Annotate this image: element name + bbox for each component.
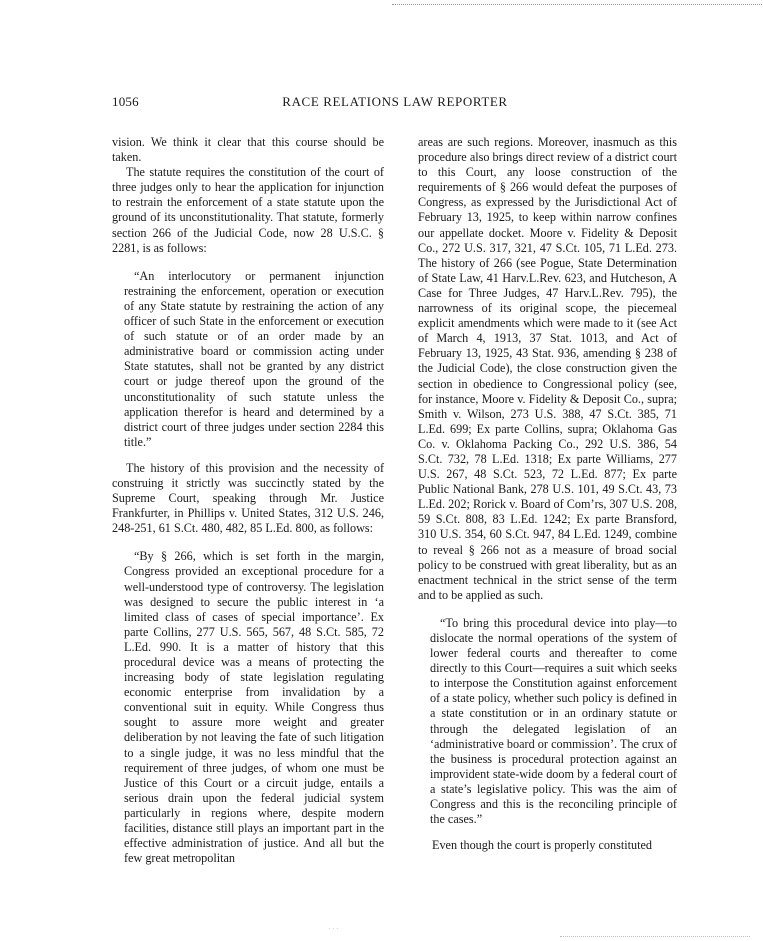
page-number: 1056 bbox=[112, 94, 139, 109]
block-quote-procedural-device: “To bring this procedural device into play—to dislocate the normal operations of the system of lower federal courts and thereafter to come directly to this Court—requires a suit which seeks to interpose the Constitution against enforcement of a state policy, whether such policy is defined in a state constitution or in an ordinary statute or through the delegated legislation of an ‘administrative board or commission’. The crux of the business is procedural protection against an improvident state-wide doom by a federal court of a state’s legislative policy. This was the aim of Congress and this is the reconciling principle of the cases.” bbox=[430, 615, 677, 827]
block-quote-statute: “An interlocutory or permanent injunction restraining the enforcement, operation or execution of any State statute by restraining the action of any officer of such State in the enforcement or execution of such statute or of an order made by an administrative board or commission acting under State statutes, shall not be granted by any district court or judge thereof upon the ground of the unconstitutionality of such statute unless the application therefor is heard and determined by a district court of three judges under section 2284 this title.” bbox=[124, 268, 384, 449]
gutter-mark: · · · bbox=[328, 925, 339, 933]
block-quote-phillips-continued: areas are such regions. Moreover, inasmuch as this procedure also brings direct review of a district court to this Court, any loose construction of the requirements of § 266 would defeat the purposes of Congress, as expressed by the Jurisdictional Act of February 13, 1925, to keep within narrow confines our appellate docket. Moore v. Fidelity & Deposit Co., 272 U.S. 317, 321, 47 S.Ct. 105, 71 L.Ed. 273. The history of 266 (see Pogue, State Determination of State Law, 41 Harv.L.Rev. 623, and Hutcheson, A Case for Three Judges, 47 Harv.L.Rev. 795), the narrowness of its original scope, the piecemeal explicit amendments which were made to it (see Act of March 4, 1913, 37 Stat. 1013, and Act of February 13, 1925, 43 Stat. 936, amending § 238 of the Judicial Code), the close construction given the section in obedience to Congressional policy (see, for instance, Moore v. Fidelity & Deposit Co., supra; Smith v. Wilson, 273 U.S. 388, 47 S.Ct. 385, 71 L.Ed. 699; Ex parte Collins, supra; Oklahoma Gas Co. v. Oklahoma Packing Co., 292 U.S. 386, 54 S.Ct. 732, 78 L.Ed. 1318; Ex parte Williams, 277 U.S. 267, 48 S.Ct. 523, 72 L.Ed. 877; Ex parte Public National Bank, 278 U.S. 101, 49 S.Ct. 43, 73 L.Ed. 202; Rorick v. Board of Com’rs, 307 U.S. 208, 59 S.Ct. 808, 83 L.Ed. 1242; Ex parte Bransford, 310 U.S. 354, 60 S.Ct. 947, 84 L.Ed. 1249, combine to reveal § 266 not as a measure of broad social policy to be construed with great liberality, but as an enactment technical in the strict sense of the term and to be applied as such. bbox=[418, 135, 677, 602]
paragraph-continuation: vision. We think it clear that this course should be taken. bbox=[112, 135, 384, 165]
scan-edge-dots bbox=[392, 4, 762, 5]
scan-edge-dots-bottom bbox=[560, 936, 750, 937]
paragraph-history: The history of this provision and the necessity of construing it strictly was succinctly stated by the Supreme Court, speaking through Mr. Justice Frankfurter, in Phillips v. United States, 312 U.S. 246, 248-251, 61 S.Ct. 480, 482, 85 L.Ed. 800, as follows: bbox=[112, 460, 384, 536]
running-head: RACE RELATIONS LAW REPORTER bbox=[282, 94, 508, 109]
paragraph-court-constituted: Even though the court is properly constituted bbox=[432, 838, 653, 853]
paragraph-statute-intro: The statute requires the constitution of the court of three judges only to hear the application for injunction to restrain the enforcement of a state statute upon the ground of its unconstitutionality. That statute, formerly section 266 of the Judicial Code, now 28 U.S.C. § 2281, is as follows: bbox=[112, 165, 384, 255]
right-column bbox=[418, 135, 677, 853]
page-header bbox=[112, 94, 678, 114]
left-column bbox=[112, 135, 384, 866]
block-quote-phillips: “By § 266, which is set forth in the margin, Congress provided an exceptional procedure for a well-understood type of controversy. The legislation was designed to secure the public interest in ‘a limited class of cases of special importance’. Ex parte Collins, 277 U.S. 565, 567, 48 S.Ct. 585, 72 L.Ed. 990. It is a matter of history that this procedural device was a means of protecting the increasing body of state legislation regulating economic enterprise from invalidation by a conventional suit in equity. While Congress thus sought to assure more weight and greater deliberation by not leaving the fate of such litigation to a single judge, it was no less mindful that the requirement of three judges, of whom one must be Justice of this Court or a circuit judge, entails a serious drain upon the federal judicial system particularly in regions where, despite modern facilities, distance still plays an important part in the effective administration of justice. And all but the few great metropolitan bbox=[124, 549, 384, 866]
